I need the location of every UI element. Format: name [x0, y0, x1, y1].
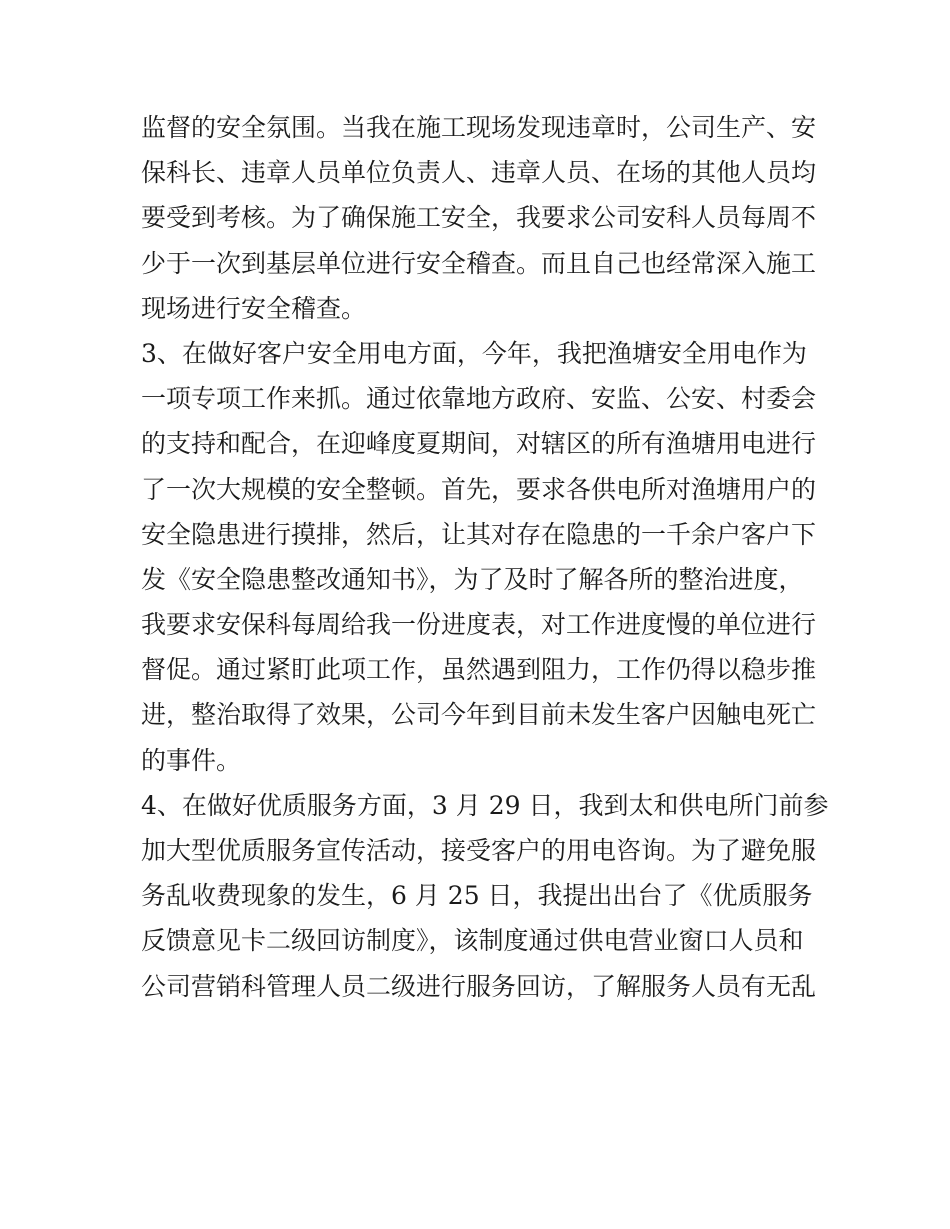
text-line: 安全隐患进行摸排，然后，让其对存在隐患的一千余户客户下	[141, 519, 817, 549]
text-line: 监督的安全氛围。当我在施工现场发现违章时，公司生产、安	[141, 113, 817, 142]
text-line: 督促。通过紧盯此项工作，虽然遇到阻力，工作仍得以稳步推	[141, 655, 817, 685]
text-line: 4、在做好优质服务方面，3 月 29 日，我到太和供电所门前参	[141, 790, 829, 820]
text-line: 了一次大规模的安全整顿。首先，要求各供电所对渔塘用户的	[141, 474, 817, 504]
text-line: 反馈意见卡二级回访制度》，该制度通过供电营业窗口人员和	[141, 926, 804, 956]
text-line: 少于一次到基层单位进行安全稽查。而且自己也经常深入施工	[141, 248, 817, 278]
text-line: 进，整治取得了效果，公司今年到目前未发生客户因触电死亡	[141, 700, 817, 730]
body-text	[141, 105, 829, 1009]
text-line: 公司营销科管理人员二级进行服务回访，了解服务人员有无乱	[141, 971, 817, 1001]
text-line: 的支持和配合，在迎峰度夏期间，对辖区的所有渔塘用电进行	[141, 429, 817, 459]
text-line: 要受到考核。为了确保施工安全，我要求公司安科人员每周不	[141, 203, 817, 233]
text-line: 加大型优质服务宣传活动，接受客户的用电咨询。为了避免服	[141, 836, 817, 865]
text-line: 3、在做好客户安全用电方面，今年，我把渔塘安全用电作为	[141, 338, 807, 368]
text-line: 一项专项工作来抓。通过依靠地方政府、安监、公安、村委会	[141, 384, 817, 414]
text-line: 现场进行安全稽查。	[141, 293, 367, 323]
text-line: 务乱收费现象的发生，6 月 25 日，我提出出台了《优质服务	[141, 881, 813, 911]
text-line: 我要求安保科每周给我一份进度表，对工作进度慢的单位进行	[141, 610, 817, 640]
text-line: 保科长、违章人员单位负责人、违章人员、在场的其他人员均	[141, 158, 817, 188]
text-line: 的事件。	[141, 745, 242, 775]
text-line: 发《安全隐患整改通知书》，为了及时了解各所的整治进度，	[141, 564, 804, 594]
